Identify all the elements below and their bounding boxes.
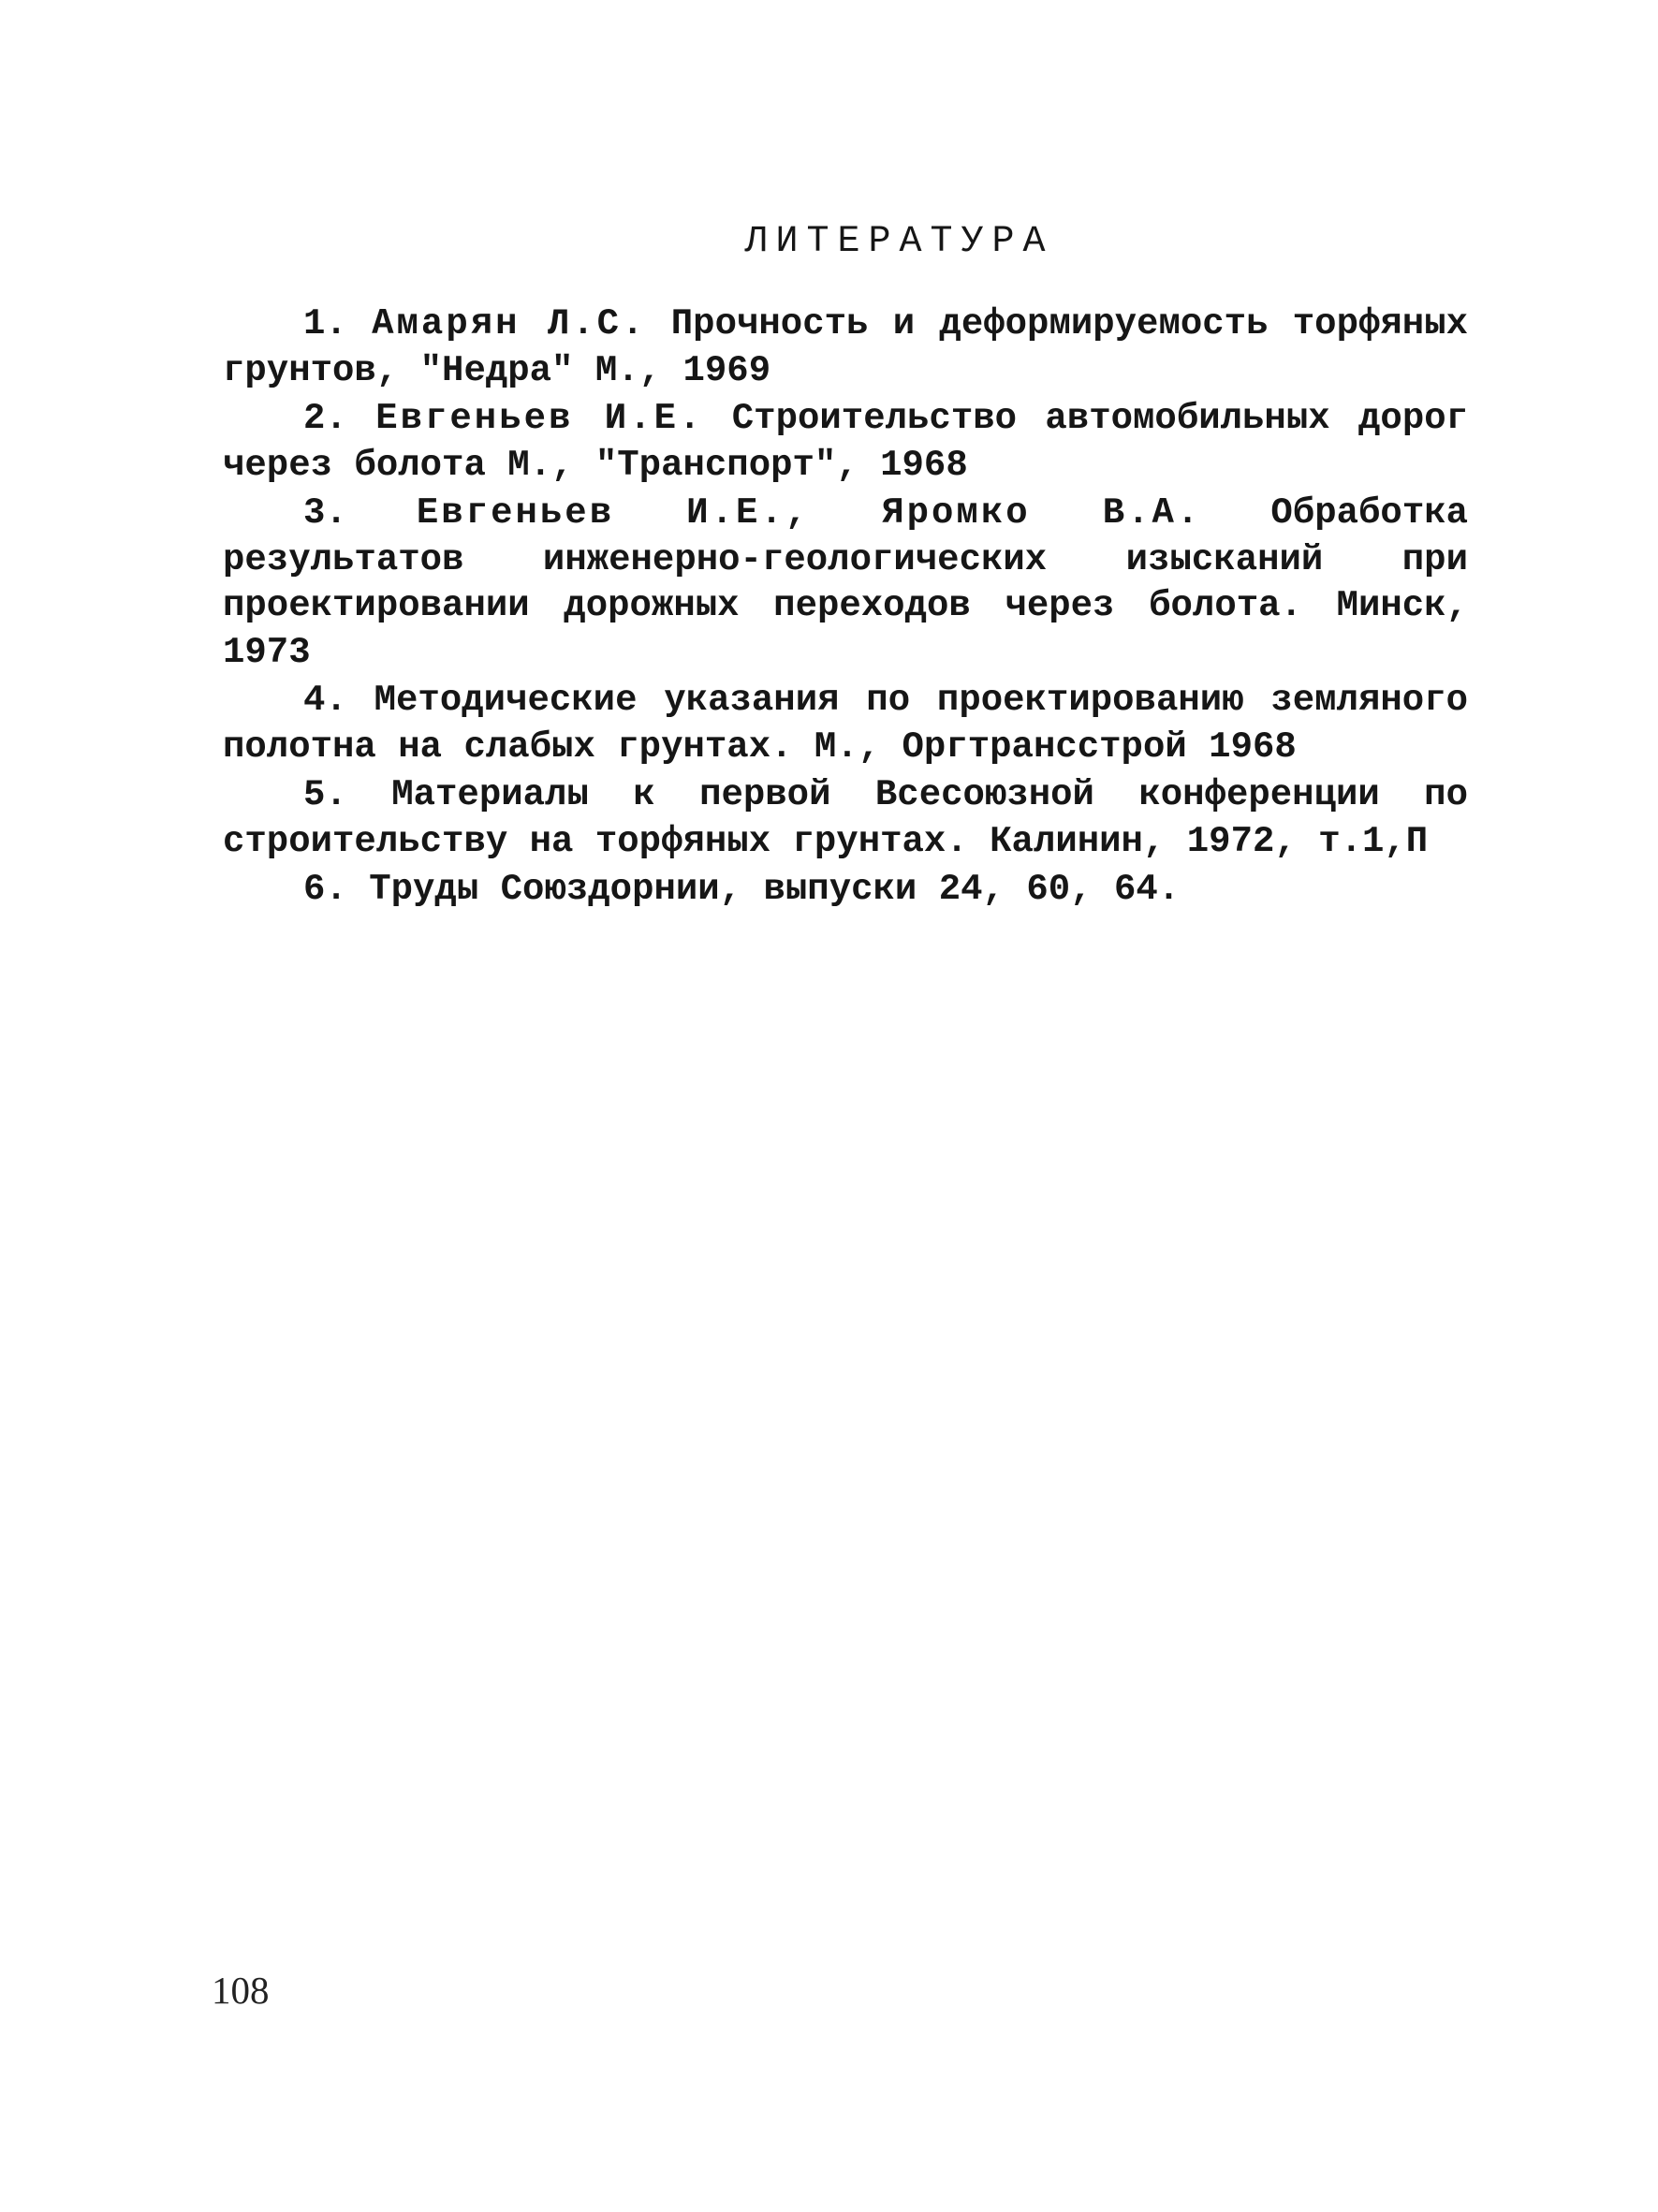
reference-item [223,301,1468,394]
reference-number: 3. [303,492,347,534]
reference-item [223,678,1468,770]
reference-text: Обработка результатов инженерно-геологических изысканий при проектировании дорожных переходов через болота. Минск, 1973 [223,492,1469,673]
reference-text: Методические указания по проектированию земляного полотна на слабых грунтах. М., Оргтрансстрой 1968 [223,680,1468,768]
reference-text: Прочность и деформируемость торфяных грунтов, "Недра" М., 1969 [223,303,1469,391]
reference-number: 6. [303,869,347,910]
reference-author: Евгеньев И.Е. [375,398,704,439]
reference-text: Труды Союздорнии, выпуски 24, 60, 64. [369,869,1181,910]
reference-text: Строительство автомобильных дорог через болота М., "Транспорт", 1968 [223,398,1469,486]
reference-item [223,772,1468,865]
reference-number: 2. [303,398,347,439]
reference-author: Амарян Л.С. [372,303,647,344]
reference-number: 5. [303,774,347,815]
reference-number: 1. [303,303,347,344]
reference-number: 4. [303,680,347,721]
reference-list [223,301,1468,914]
reference-item [223,867,1468,914]
reference-text: Материалы к первой Всесоюзной конференции по строительству на торфяных грунтах. Калинин, 1972, т.1,П [223,774,1468,862]
reference-item [223,491,1468,676]
page-number: 108 [212,1969,270,2012]
page-title: ЛИТЕРАТУРА [744,221,1054,263]
reference-item [223,396,1468,489]
reference-author: Евгеньев И.Е., Яромко В.А. [416,492,1202,534]
